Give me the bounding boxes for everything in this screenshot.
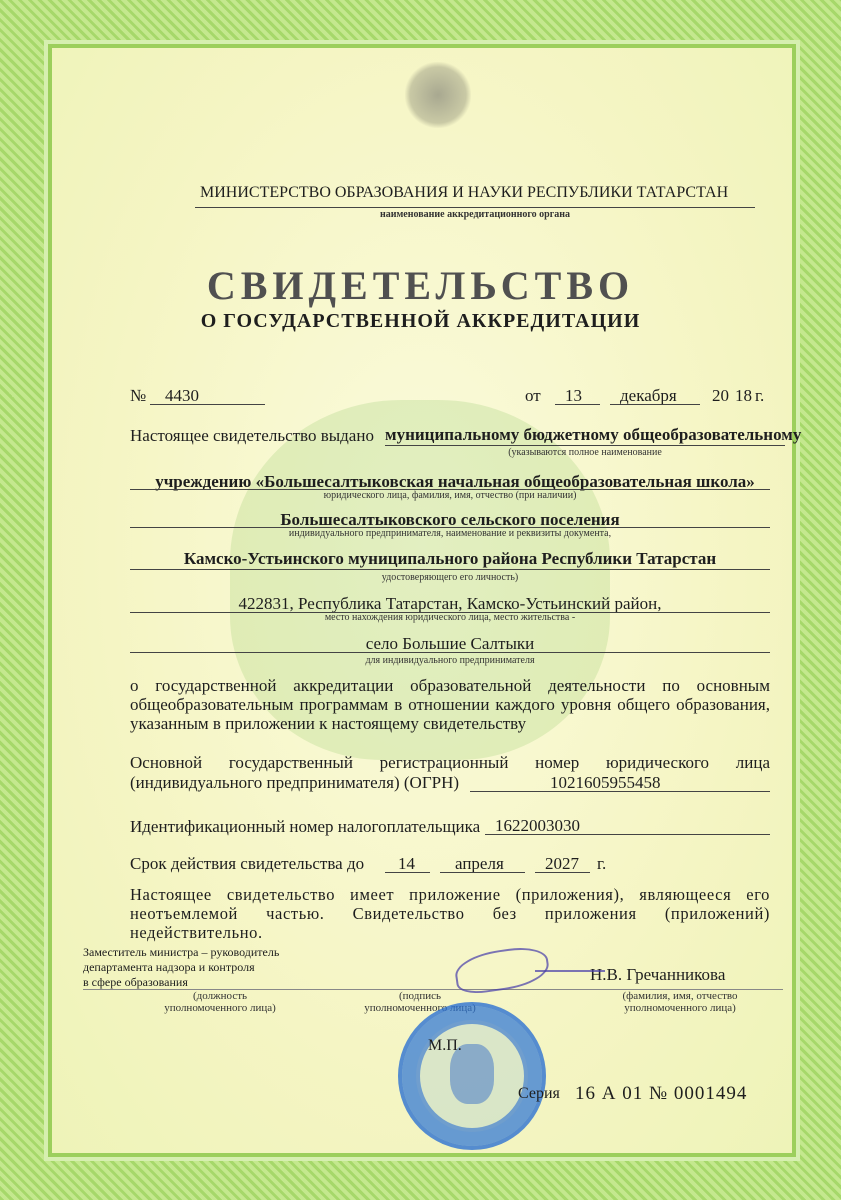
appendix-text: Настоящее свидетельство имеет приложение (приложения), являющееся его неотъемлемой частью. Свидетельство без приложения (приложений) недействительно. [130,885,770,942]
caption-4: удостоверяющего его личность) [381,572,519,583]
signatory-name: Н.В. Гречанникова [590,965,726,984]
validity-label: Срок действия свидетельства до [130,854,365,873]
holder-name-line-1: муниципальному бюджетному общеобразовательному [385,425,802,444]
issued-intro: Настоящее свидетельство выдано [130,426,374,445]
signatory-position: Заместитель министра – руководитель департамента надзора и контроля в сфере образования [83,945,280,989]
validity-unit: г. [597,854,607,873]
issue-month: декабря [620,386,677,405]
position-caption: (должность уполномоченного лица) [164,990,276,1014]
name-caption: (фамилия, имя, отчество уполномоченного лица) [622,990,738,1014]
ogrn-value: 1021605955458 [550,773,661,792]
date-from-label: от [525,386,541,405]
validity-day: 14 [398,854,415,873]
holder-name-line-3: Большесалтыковского сельского поселения [280,510,620,529]
holder-name-line-4: Камско-Устьинского муниципального района Республики Татарстан [183,549,717,568]
authority-name: МИНИСТЕРСТВО ОБРАЗОВАНИЯ И НАУКИ РЕСПУБЛИКИ ТАТАРСТАН [200,184,729,201]
series-number: 16 А 01 № 0001494 [575,1083,748,1104]
issue-year-prefix: 20 [712,386,729,405]
number-label: № [130,386,147,405]
stamp-label: М.П. [428,1037,462,1054]
caption-3: индивидуального предпринимателя, наименование и реквизиты документа, [288,528,612,539]
address-line-1: 422831, Республика Татарстан, Камско-Устьинский район, [238,594,662,613]
inn-value: 1622003030 [495,816,580,835]
document-subtitle: О ГОСУДАРСТВЕННОЙ АККРЕДИТАЦИИ [200,310,641,332]
signature-stroke [535,970,605,972]
issue-year-unit: г. [755,386,765,405]
authority-caption: наименование аккредитационного органа [379,209,571,220]
issue-year-suffix: 18 [735,386,752,405]
issue-day: 13 [565,386,582,405]
validity-month: апреля [455,854,504,873]
caption-5: место нахождения юридического лица, место жительства - [324,612,576,623]
certificate-number: 4430 [165,386,199,405]
ogrn-label-1: Основной государственный регистрационный номер юридического лица [130,753,770,772]
coat-of-arms-emblem [405,62,471,128]
caption-6: для индивидуального предпринимателя [365,655,535,666]
document-title: СВИДЕТЕЛЬСТВО [206,263,635,308]
validity-year: 2027 [545,854,579,873]
signature-caption: (подпись уполномоченного лица) [364,990,476,1014]
caption-2: юридического лица, фамилия, имя, отчество (при наличии) [323,490,577,501]
inn-label: Идентификационный номер налогоплательщика [130,817,481,836]
accreditation-text: о государственной аккредитации образовательной деятельности по основным общеобразовательным программам в отношении каждого уровня общего образования, указанным в приложении к настоящему свидетельству [130,676,770,733]
official-seal [398,1002,546,1150]
ogrn-label-2: (индивидуального предпринимателя) (ОГРН) [130,773,460,792]
address-line-2: село Большие Салтыки [365,634,535,653]
caption-1: (указываются полное наименование [508,447,662,458]
holder-name-line-2: учреждению «Большесалтыковская начальная общеобразовательная школа» [155,472,755,491]
series-label: Серия [518,1085,560,1102]
